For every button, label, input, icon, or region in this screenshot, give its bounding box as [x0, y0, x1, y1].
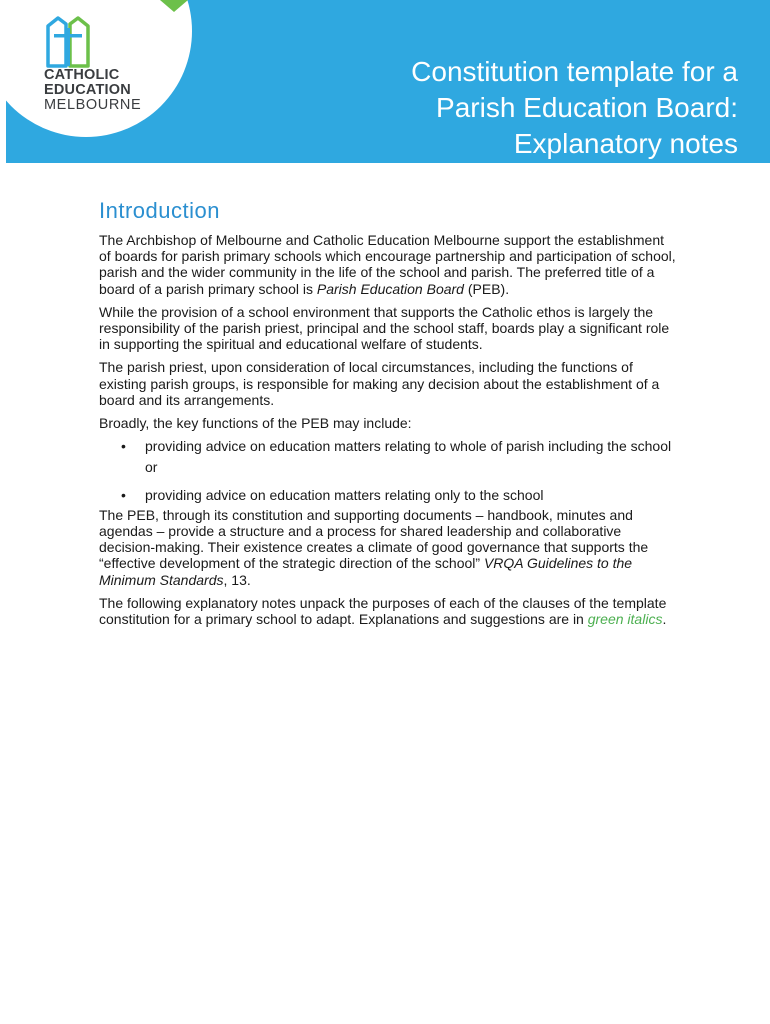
paragraph-6-text: The following explanatory notes unpack the purposes of each of the clauses of the template constitution for a primary school to adapt. Explanations and suggestions are in — [99, 594, 667, 628]
list-item: • providing advice on education matters relating to whole of parish including the school — [99, 438, 679, 454]
paragraph-1-text: The Archbishop of Melbourne and Catholic Education Melbourne support the establishment of boards for parish primary schools which encourage partnership and participation of school, parish and the wider community in the life of the school and parish. The preferred title of a board of a parish primary school is — [99, 232, 676, 297]
document-title — [298, 54, 738, 162]
cross-building-icon — [44, 16, 92, 68]
paragraph-5 — [99, 507, 679, 588]
title-line-1: Constitution template for a — [411, 56, 738, 87]
or-separator: or — [145, 459, 158, 476]
paragraph-5-text: The PEB, through its constitution and supporting documents – handbook, minutes and agendas – provide a structure and a process for shared leadership and collaborative decision-making. Their existence creates a climate of good governance that supports the “effective development of the strategic direction of the school” — [99, 506, 649, 572]
paragraph-1-end: (PEB). — [463, 280, 510, 297]
paragraph-2: While the provision of a school environment that supports the Catholic ethos is largely the responsibility of the parish priest, principal and the school staff, boards play a significant role in supporting the spiritual and educational welfare of students. — [99, 303, 670, 353]
introduction-section — [99, 198, 679, 634]
paragraph-4: Broadly, the key functions of the PEB may include: — [99, 415, 412, 432]
logo-wordmark — [44, 68, 141, 113]
paragraph-3: The parish priest, upon consideration of local circumstances, including the functions of existing parish groups, is responsible for making any decision about the establishment of a board and its arrangements. — [99, 359, 660, 408]
paragraph-6-green-italic: green italics — [587, 611, 663, 628]
list-item: • providing advice on education matters relating only to the school — [99, 487, 679, 503]
functions-list — [99, 438, 679, 454]
paragraph-6 — [99, 595, 679, 627]
paragraph-6-end: . — [662, 611, 667, 628]
title-line-2: Parish Education Board: — [436, 92, 738, 123]
paragraph-1-italic: Parish Education Board — [316, 280, 464, 297]
paragraph-5-italic: VRQA Guidelines to the Minimum Standards — [99, 555, 633, 588]
logo-line-melbourne: MELBOURNE — [44, 97, 142, 113]
paragraph-1 — [99, 232, 679, 297]
section-heading: Introduction — [99, 198, 220, 223]
logo-line-catholic: CATHOLIC — [44, 67, 120, 83]
title-line-3: Explanatory notes — [513, 128, 738, 159]
logo-line-education: EDUCATION — [44, 82, 131, 98]
paragraph-5-end: , 13. — [223, 571, 251, 588]
functions-list-2 — [99, 487, 679, 503]
